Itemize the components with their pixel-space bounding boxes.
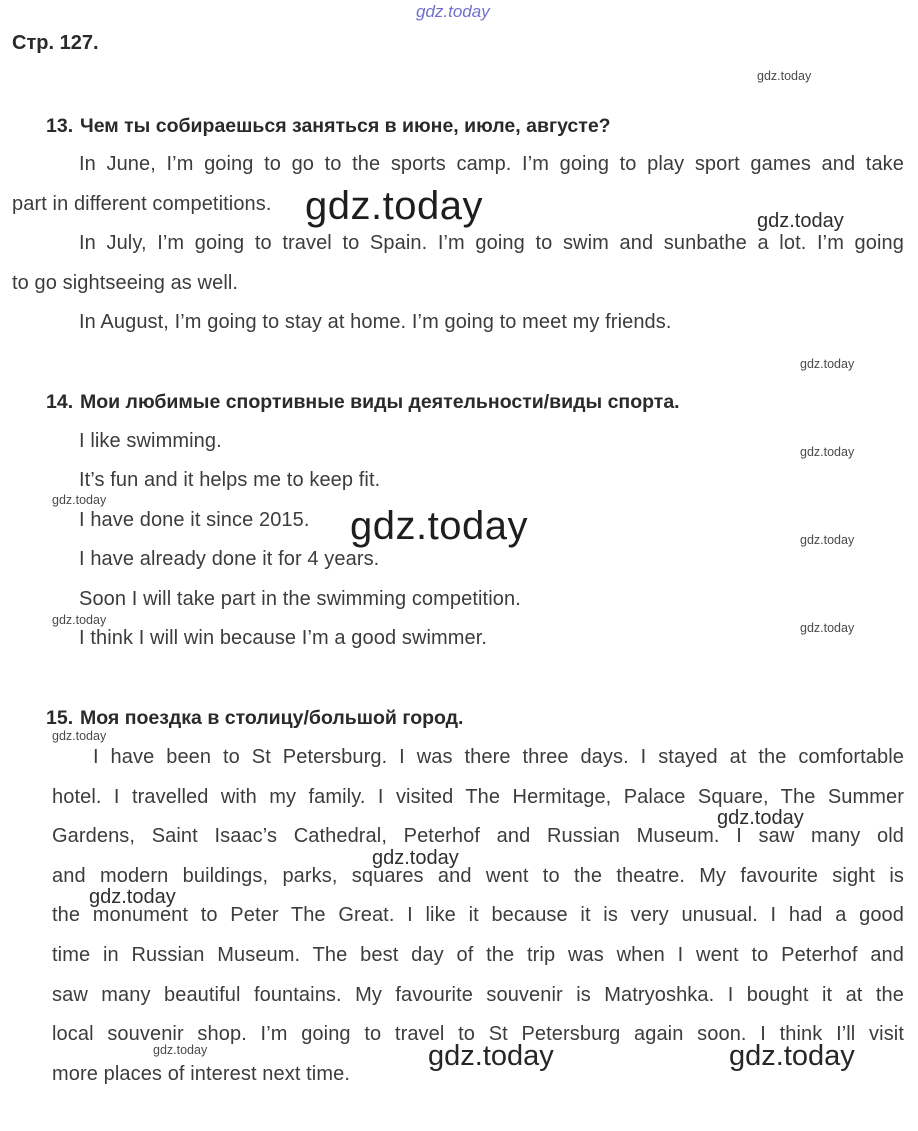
text-line: I have been to St Petersburg. I was there three days. I stayed at the comfortable — [93, 746, 904, 768]
section-title: Чем ты собираешься заняться в июне, июле, августе? — [80, 115, 611, 137]
text-line: to go sightseeing as well. — [12, 272, 239, 294]
text-line: In July, I’m going to travel to Spain. I’m going to swim and sunbathe a lot. I’m going — [79, 232, 904, 254]
watermark: gdz.today — [350, 504, 528, 548]
text-line: part in different competitions. — [12, 193, 272, 215]
watermark: gdz.today — [52, 613, 107, 627]
text-line: Soon I will take part in the swimming competition. — [79, 588, 521, 610]
text-line: I have already done it for 4 years. — [79, 548, 380, 570]
text-line: the monument to Peter The Great. I like it because it is very unusual. I had a good — [52, 904, 904, 926]
section-title: Мои любимые спортивные виды деятельности/виды спорта. — [80, 391, 680, 413]
text-line: It’s fun and it helps me to keep fit. — [79, 469, 381, 491]
watermark: gdz.today — [757, 69, 812, 83]
watermark: gdz.today — [428, 1040, 554, 1072]
section-number: 14. — [46, 391, 74, 413]
text-line: I like swimming. — [79, 430, 222, 452]
text-line: I have done it since 2015. — [79, 509, 310, 531]
text-line: more places of interest next time. — [52, 1063, 350, 1085]
watermark: gdz.today — [729, 1040, 855, 1072]
text-line: I think I will win because I’m a good swimmer. — [79, 627, 488, 649]
watermark: gdz.today — [717, 807, 804, 829]
text-line: time in Russian Museum. The best day of the trip was when I went to Peterhof and — [52, 944, 904, 966]
text-line: In June, I’m going to go to the sports camp. I’m going to play sport games and take — [79, 153, 904, 175]
watermark: gdz.today — [305, 184, 483, 228]
section-number: 15. — [46, 707, 74, 729]
watermark: gdz.today — [757, 210, 844, 232]
watermark: gdz.today — [800, 621, 855, 635]
text-line: Gardens, Saint Isaac’s Cathedral, Peterhof and Russian Museum. I saw many old — [52, 825, 904, 847]
section-title: Моя поездка в столицу/большой город. — [80, 707, 464, 729]
watermark: gdz.today — [416, 2, 490, 21]
text-line: and modern buildings, parks, squares and went to the theatre. My favourite sight is — [52, 865, 904, 887]
text-line: In August, I’m going to stay at home. I’m going to meet my friends. — [79, 311, 672, 333]
watermark: gdz.today — [153, 1043, 208, 1057]
text-line: hotel. I travelled with my family. I visited The Hermitage, Palace Square, The Summer — [52, 786, 904, 808]
watermark: gdz.today — [800, 357, 855, 371]
watermark: gdz.today — [52, 493, 107, 507]
watermark: gdz.today — [372, 847, 459, 869]
section-number: 13. — [46, 115, 74, 137]
watermark: gdz.today — [800, 533, 855, 547]
watermark: gdz.today — [800, 445, 855, 459]
text-line: saw many beautiful fountains. My favourite souvenir is Matryoshka. I bought it at the — [52, 984, 904, 1006]
text-line: local souvenir shop. I’m going to travel to St Petersburg again soon. I think I’ll visit — [52, 1023, 904, 1045]
page-number: Стр. 127. — [12, 32, 99, 54]
watermark: gdz.today — [52, 729, 107, 743]
watermark: gdz.today — [89, 886, 176, 908]
